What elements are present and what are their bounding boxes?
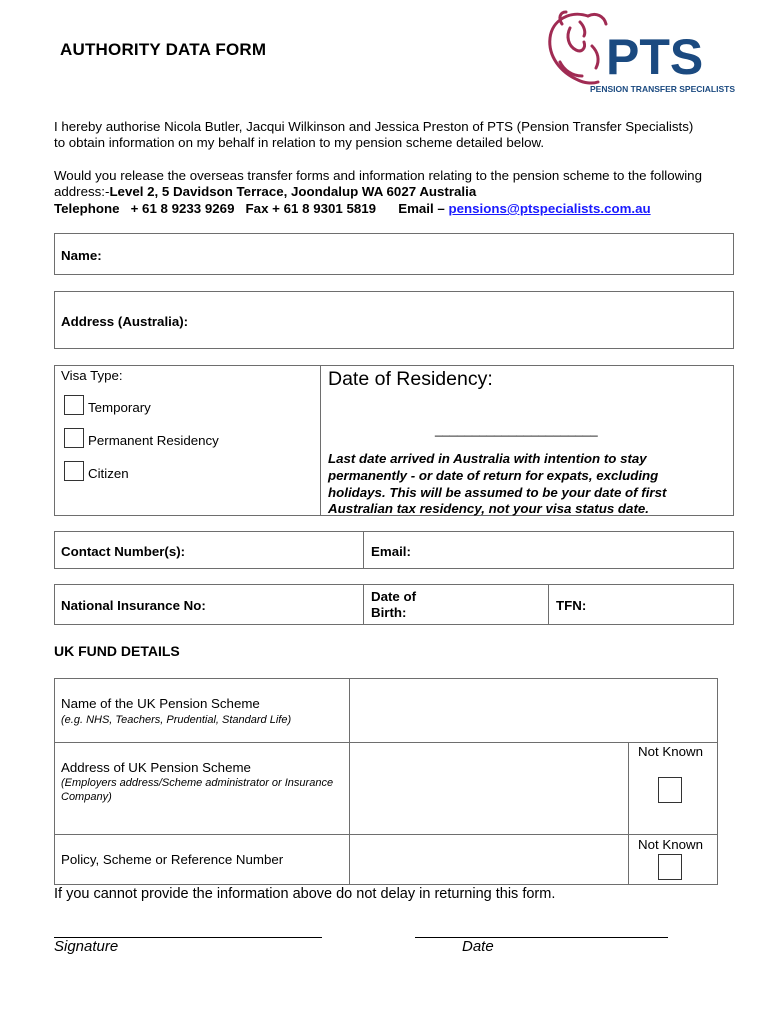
name-field[interactable]: [54, 233, 734, 275]
visa-citizen-label: Citizen: [88, 466, 129, 481]
signature-label: Signature: [54, 938, 119, 955]
visa-temporary-checkbox[interactable]: [64, 395, 84, 415]
policy-number-input[interactable]: [351, 835, 627, 883]
date-line[interactable]: [415, 937, 668, 938]
email-label: Email:: [371, 544, 411, 559]
dob-label-line-1: Date of: [371, 589, 417, 604]
divider: [349, 679, 350, 884]
scheme-name-input[interactable]: [351, 679, 717, 741]
scheme-name-label: Name of the UK Pension Scheme: [61, 696, 260, 711]
scheme-address-hint-1: (Employers address/Scheme administrator or Insurance: [61, 777, 334, 789]
lion-icon: [540, 6, 735, 98]
name-label: Name:: [61, 248, 102, 263]
intro-line-1: I hereby authorise Nicola Butler, Jacqui Wilkinson and Jessica Preston of PTS (Pension Transfer Specialists): [54, 119, 694, 134]
pts-logo: [540, 6, 735, 98]
return-notice: If you cannot provide the information above do not delay in returning this form.: [54, 886, 556, 902]
residency-note-3: holidays. This will be assumed to be your date of first: [328, 485, 667, 500]
svg-text:PTS: PTS: [606, 29, 704, 85]
telephone-fax: Telephone + 61 8 9233 9269 Fax + 61 8 9301 5819 Email –: [54, 201, 449, 216]
divider: [363, 532, 364, 568]
visa-permanent-checkbox[interactable]: [64, 428, 84, 448]
svg-text:PENSION TRANSFER SPECIALISTS: PENSION TRANSFER SPECIALISTS: [590, 84, 735, 94]
contact-line: [54, 201, 651, 218]
uk-fund-heading: UK FUND DETAILS: [54, 643, 180, 659]
date-of-residency-input[interactable]: ______________________: [435, 422, 598, 437]
contact-number-label: Contact Number(s):: [61, 544, 186, 559]
contact-email-row: [54, 531, 734, 569]
divider: [363, 585, 364, 624]
not-known-label-2: Not Known: [638, 837, 704, 852]
policy-number-label: Policy, Scheme or Reference Number: [61, 852, 284, 867]
scheme-address-label: Address of UK Pension Scheme: [61, 760, 251, 775]
form-title: AUTHORITY DATA FORM: [60, 40, 267, 59]
tfn-label: TFN:: [556, 598, 587, 613]
address-line: [54, 184, 476, 201]
divider: [628, 742, 629, 884]
visa-temporary-label: Temporary: [88, 400, 151, 415]
visa-residency-section: [54, 365, 734, 516]
visa-permanent-label: Permanent Residency: [88, 433, 219, 448]
divider: [548, 585, 549, 624]
residency-note-4: Australian tax residency, not your visa status date.: [328, 501, 649, 516]
scheme-address-input[interactable]: [351, 743, 627, 833]
scheme-address-hint-2: Company): [61, 791, 112, 803]
date-of-residency-label: Date of Residency:: [328, 368, 493, 390]
visa-type-label: Visa Type:: [61, 368, 123, 383]
intro-line-3: Would you release the overseas transfer forms and information relating to the pension scheme to the following: [54, 168, 702, 183]
address-field[interactable]: [54, 291, 734, 349]
residency-note-2: permanently - or date of return for expats, excluding: [328, 468, 659, 483]
ni-dob-tfn-row: [54, 584, 734, 625]
residency-note-1: Last date arrived in Australia with intention to stay: [328, 451, 647, 466]
date-label: Date: [462, 938, 494, 955]
intro-line-2: to obtain information on my behalf in relation to my pension scheme detailed below.: [54, 135, 545, 150]
not-known-checkbox-1[interactable]: [658, 777, 682, 803]
not-known-checkbox-2[interactable]: [658, 854, 682, 880]
address-prefix: address:-: [54, 184, 110, 199]
pts-address: Level 2, 5 Davidson Terrace, Joondalup WA 6027 Australia: [109, 184, 477, 199]
uk-fund-table: [54, 678, 718, 885]
national-insurance-label: National Insurance No:: [61, 598, 206, 613]
scheme-name-hint: (e.g. NHS, Teachers, Prudential, Standard Life): [61, 714, 292, 726]
visa-citizen-checkbox[interactable]: [64, 461, 84, 481]
dob-label-line-2: Birth:: [371, 605, 407, 620]
divider: [320, 366, 321, 515]
address-label: Address (Australia):: [61, 314, 189, 329]
email-link[interactable]: pensions@ptspecialists.com.au: [448, 201, 651, 216]
not-known-label-1: Not Known: [638, 744, 704, 759]
